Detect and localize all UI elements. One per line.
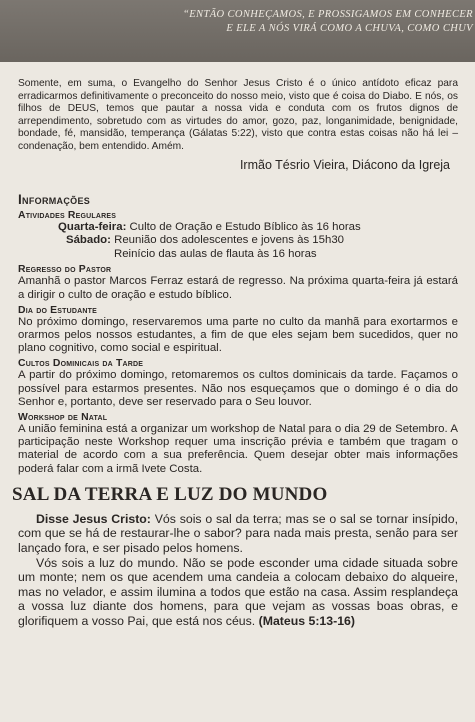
info-title: Informações xyxy=(18,191,91,207)
header-quote xyxy=(143,8,473,36)
saturday-text: Reunião dos adolescentes e jovens às 15h30 xyxy=(114,234,344,247)
schedule-saturday xyxy=(18,234,458,248)
scripture-lead: Disse Jesus Cristo: xyxy=(36,511,151,526)
header-banner xyxy=(0,0,475,62)
message-paragraph: Somente, em suma, o Evangelho do Senhor Jesus Cristo é o único antídoto eficaz para erradicarmos definitivamente o preconceito do nosso meio, visto que é coisa do Diabo. E nós, os filhos de DEUS, temos que pautar a nossa vida e conduta com os frutos dignos de arrependimento, sobretudo com as virtudes do amor, gozo, paz, longanimidade, benignidade, bondade, fé, mansidão, temperança (Gálatas 5:22), visto que contra estas coisas não há lei – condenação, bem entendido. Amém. xyxy=(18,78,458,152)
scripture-verse1-text: Vós sois o sal da terra; mas se o sal se tornar insípido, com que se há de restaurar-lhe o sabor? para nada mais presta, senão para ser lançado fora, e ser pisado pelos homens. xyxy=(18,511,458,555)
schedule-saturday-2: Reinício das aulas de flauta às 16 horas xyxy=(114,247,317,260)
scripture-verse2 xyxy=(18,556,458,629)
scripture-title: SAL DA TERRA E LUZ DO MUNDO xyxy=(12,483,328,505)
pastor-heading: Regresso do Pastor xyxy=(18,264,112,276)
header-quote-line2: E ELE A NÓS VIRÁ COMO A CHUVA, COMO CHUV xyxy=(226,23,473,34)
message-signature: Irmão Tésrio Vieira, Diácono da Igreja xyxy=(239,157,450,172)
workshop-text: A união feminina está a organizar um workshop de Natal para o dia 29 de Setembro. A participação neste Workshop requer uma inscrição prévia e também que tragam o material de acordo com a sua preferência. Quem desejar obter mais informações poderá falar com a irmã Ivete Costa. xyxy=(18,422,458,475)
saturday-label: Sábado: xyxy=(66,234,111,247)
pastor-text: Amanhã o pastor Marcos Ferraz estará de regresso. Na próxima quarta-feira já estará a dirigir o culto de oração e estudo bíblico. xyxy=(18,275,458,301)
wednesday-text: Culto de Oração e Estudo Bíblico às 16 horas xyxy=(129,220,361,233)
content-column xyxy=(12,78,458,629)
scripture-verse1 xyxy=(18,512,458,556)
student-text: No próximo domingo, reservaremos uma parte no culto da manhã para exortarmos e orarmos pelos nossos estudantes, a fim de que eles sejam bem sucedidos, quer no plano cognitivo, como social e espiritual. xyxy=(18,315,458,355)
page-body xyxy=(0,62,475,722)
scripture-reference: (Mateus 5:13-16) xyxy=(258,613,355,628)
header-quote-line1: “ENTÃO CONHEÇAMOS, E PROSSIGAMOS EM CONHECER xyxy=(183,9,473,20)
student-heading: Dia do Estudante xyxy=(18,304,98,316)
afternoon-heading: Cultos Dominicais da Tarde xyxy=(18,358,144,370)
workshop-heading: Workshop de Natal xyxy=(18,411,108,423)
wednesday-label: Quarta-feira: xyxy=(58,220,127,233)
afternoon-text: A partir do próximo domingo, retomaremos os cultos dominicais da tarde. Façamos o possível para estarmos presentes. Não nos esqueçamos que o domingo é o dia do Senhor e, portanto, deve ser reservado para o Seu louvor. xyxy=(18,369,458,408)
activities-heading: Atividades Regulares xyxy=(18,209,117,221)
scripture-verse2-text: Vós sois a luz do mundo. Não se pode esconder uma cidade situada sobre um monte; nem os que acendem uma candeia a colocam debaixo do alqueire, mas no velador, e assim ilumina a todos que estão na casa. Assim resplandeça a vossa luz diante dos homens, para que vejam as vossas boas obras, e glorifiquem a vosso Pai, que está nos céus. xyxy=(18,555,458,628)
schedule-wednesday xyxy=(18,221,458,235)
